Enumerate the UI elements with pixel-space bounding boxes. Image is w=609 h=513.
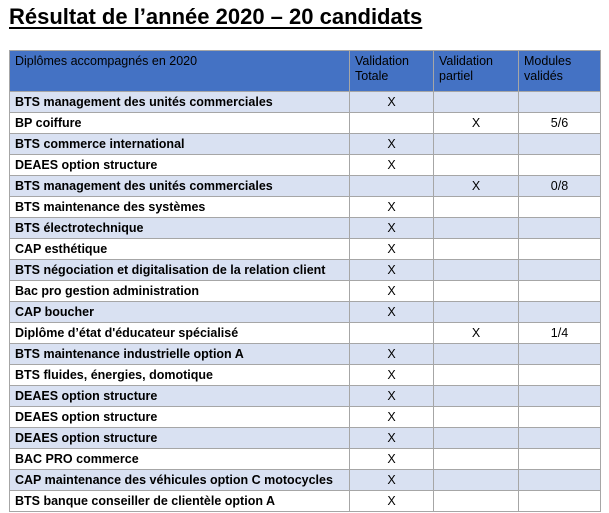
validation-partiel-cell <box>434 344 519 365</box>
validation-totale-cell <box>350 176 434 197</box>
validation-totale-cell: X <box>350 428 434 449</box>
validation-partiel-cell <box>434 260 519 281</box>
diploma-cell: DEAES option structure <box>10 428 350 449</box>
validation-partiel-cell <box>434 197 519 218</box>
validation-partiel-cell <box>434 281 519 302</box>
validation-partiel-cell <box>434 134 519 155</box>
table-row <box>10 323 601 344</box>
validation-totale-cell <box>350 113 434 134</box>
diploma-cell: BTS fluides, énergies, domotique <box>10 365 350 386</box>
results-table <box>9 50 601 512</box>
table-row <box>10 197 601 218</box>
header-validation-partiel: Validation partiel <box>434 51 519 92</box>
modules-valides-cell <box>519 197 601 218</box>
modules-valides-cell <box>519 260 601 281</box>
modules-valides-cell <box>519 365 601 386</box>
diploma-cell: BP coiffure <box>10 113 350 134</box>
validation-totale-cell: X <box>350 407 434 428</box>
validation-partiel-cell <box>434 386 519 407</box>
table-row <box>10 92 601 113</box>
table-row <box>10 302 601 323</box>
diploma-cell: BTS électrotechnique <box>10 218 350 239</box>
validation-partiel-cell <box>434 407 519 428</box>
modules-valides-cell <box>519 134 601 155</box>
modules-valides-cell <box>519 92 601 113</box>
validation-totale-cell: X <box>350 260 434 281</box>
table-row <box>10 155 601 176</box>
diploma-cell: BTS banque conseiller de clientèle option A <box>10 491 350 512</box>
diploma-cell: Diplôme d’état d'éducateur spécialisé <box>10 323 350 344</box>
table-row <box>10 407 601 428</box>
validation-totale-cell: X <box>350 365 434 386</box>
validation-totale-cell: X <box>350 491 434 512</box>
table-row <box>10 365 601 386</box>
modules-valides-cell: 5/6 <box>519 113 601 134</box>
table-row <box>10 386 601 407</box>
modules-valides-cell <box>519 344 601 365</box>
diploma-cell: DEAES option structure <box>10 386 350 407</box>
table-row <box>10 134 601 155</box>
validation-totale-cell: X <box>350 155 434 176</box>
modules-valides-cell <box>519 449 601 470</box>
validation-totale-cell: X <box>350 281 434 302</box>
validation-totale-cell: X <box>350 386 434 407</box>
validation-totale-cell: X <box>350 344 434 365</box>
validation-partiel-cell <box>434 218 519 239</box>
diploma-cell: BTS maintenance des systèmes <box>10 197 350 218</box>
diploma-cell: Bac pro gestion administration <box>10 281 350 302</box>
validation-partiel-cell <box>434 365 519 386</box>
validation-totale-cell: X <box>350 218 434 239</box>
diploma-cell: BAC PRO commerce <box>10 449 350 470</box>
table-row <box>10 281 601 302</box>
table-body <box>10 92 601 512</box>
modules-valides-cell <box>519 155 601 176</box>
validation-partiel-cell <box>434 302 519 323</box>
validation-totale-cell: X <box>350 92 434 113</box>
table-row <box>10 260 601 281</box>
validation-totale-cell: X <box>350 239 434 260</box>
diploma-cell: DEAES option structure <box>10 407 350 428</box>
validation-totale-cell: X <box>350 449 434 470</box>
diploma-cell: BTS management des unités commerciales <box>10 92 350 113</box>
header-diplomas: Diplômes accompagnés en 2020 <box>10 51 350 92</box>
diploma-cell: CAP boucher <box>10 302 350 323</box>
modules-valides-cell <box>519 281 601 302</box>
modules-valides-cell: 1/4 <box>519 323 601 344</box>
diploma-cell: BTS management des unités commerciales <box>10 176 350 197</box>
validation-partiel-cell <box>434 155 519 176</box>
validation-partiel-cell <box>434 491 519 512</box>
modules-valides-cell <box>519 239 601 260</box>
table-row <box>10 218 601 239</box>
validation-partiel-cell <box>434 428 519 449</box>
diploma-cell: DEAES option structure <box>10 155 350 176</box>
modules-valides-cell: 0/8 <box>519 176 601 197</box>
diploma-cell: BTS négociation et digitalisation de la relation client <box>10 260 350 281</box>
validation-partiel-cell <box>434 470 519 491</box>
validation-partiel-cell <box>434 449 519 470</box>
validation-partiel-cell: X <box>434 176 519 197</box>
modules-valides-cell <box>519 302 601 323</box>
validation-partiel-cell <box>434 92 519 113</box>
modules-valides-cell <box>519 407 601 428</box>
header-modules-valides: Modules validés <box>519 51 601 92</box>
validation-totale-cell: X <box>350 197 434 218</box>
page-title: Résultat de l’année 2020 – 20 candidats <box>9 4 423 29</box>
validation-totale-cell: X <box>350 302 434 323</box>
table-row <box>10 428 601 449</box>
table-row <box>10 491 601 512</box>
table-row <box>10 344 601 365</box>
table-row <box>10 113 601 134</box>
validation-totale-cell: X <box>350 134 434 155</box>
diploma-cell: BTS maintenance industrielle option A <box>10 344 350 365</box>
modules-valides-cell <box>519 470 601 491</box>
diploma-cell: BTS commerce international <box>10 134 350 155</box>
modules-valides-cell <box>519 386 601 407</box>
diploma-cell: CAP maintenance des véhicules option C motocycles <box>10 470 350 491</box>
table-row <box>10 449 601 470</box>
validation-totale-cell <box>350 323 434 344</box>
validation-totale-cell: X <box>350 470 434 491</box>
modules-valides-cell <box>519 491 601 512</box>
table-row <box>10 176 601 197</box>
header-validation-totale: Validation Totale <box>350 51 434 92</box>
table-row <box>10 239 601 260</box>
modules-valides-cell <box>519 218 601 239</box>
validation-partiel-cell <box>434 239 519 260</box>
table-row <box>10 470 601 491</box>
modules-valides-cell <box>519 428 601 449</box>
header-row <box>10 51 601 92</box>
validation-partiel-cell: X <box>434 113 519 134</box>
diploma-cell: CAP esthétique <box>10 239 350 260</box>
validation-partiel-cell: X <box>434 323 519 344</box>
